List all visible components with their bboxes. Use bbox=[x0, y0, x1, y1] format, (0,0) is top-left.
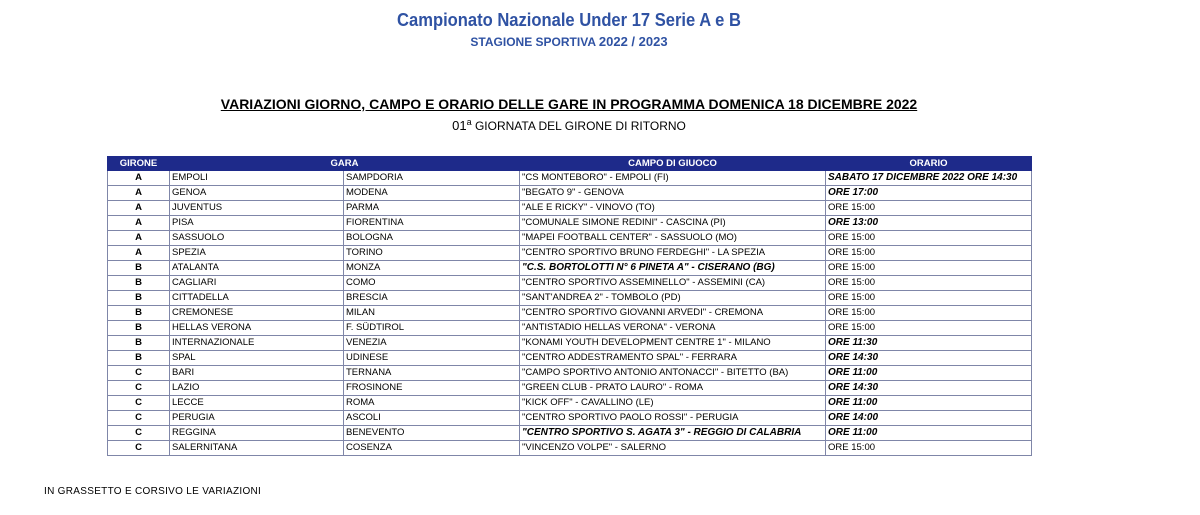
table-row bbox=[108, 306, 1032, 321]
cell-away-team: F. SÜDTIROL bbox=[344, 321, 520, 336]
cell-orario: ORE 14:30 bbox=[826, 351, 1032, 366]
cell-away-team: FROSINONE bbox=[344, 381, 520, 396]
cell-campo: "KONAMI YOUTH DEVELOPMENT CENTRE 1" - MILANO bbox=[520, 336, 826, 351]
table-row bbox=[108, 411, 1032, 426]
cell-away-team: COSENZA bbox=[344, 441, 520, 456]
cell-home-team: INTERNAZIONALE bbox=[170, 336, 344, 351]
cell-girone: B bbox=[108, 321, 170, 336]
cell-campo: "COMUNALE SIMONE REDINI" - CASCINA (PI) bbox=[520, 216, 826, 231]
cell-girone: A bbox=[108, 216, 170, 231]
table-row bbox=[108, 201, 1032, 216]
cell-orario: ORE 15:00 bbox=[826, 246, 1032, 261]
cell-home-team: PERUGIA bbox=[170, 411, 344, 426]
cell-campo: "CENTRO SPORTIVO PAOLO ROSSI" - PERUGIA bbox=[520, 411, 826, 426]
cell-orario: ORE 11:00 bbox=[826, 396, 1032, 411]
table-row bbox=[108, 261, 1032, 276]
table-row bbox=[108, 396, 1032, 411]
cell-home-team: GENOA bbox=[170, 186, 344, 201]
cell-campo: "CENTRO SPORTIVO BRUNO FERDEGHI" - LA SPEZIA bbox=[520, 246, 826, 261]
cell-away-team: MILAN bbox=[344, 306, 520, 321]
table-row bbox=[108, 426, 1032, 441]
cell-girone: B bbox=[108, 276, 170, 291]
table-row bbox=[108, 336, 1032, 351]
cell-girone: C bbox=[108, 396, 170, 411]
cell-away-team: SAMPDORIA bbox=[344, 171, 520, 186]
page-title: Campionato Nazionale Under 17 Serie A e B bbox=[397, 10, 741, 30]
cell-orario: ORE 15:00 bbox=[826, 201, 1032, 216]
cell-campo: "CENTRO SPORTIVO S. AGATA 3" - REGGIO DI CALABRIA bbox=[520, 426, 826, 441]
cell-away-team: PARMA bbox=[344, 201, 520, 216]
cell-girone: A bbox=[108, 201, 170, 216]
cell-away-team: COMO bbox=[344, 276, 520, 291]
cell-campo: "ANTISTADIO HELLAS VERONA" - VERONA bbox=[520, 321, 826, 336]
cell-home-team: LAZIO bbox=[170, 381, 344, 396]
col-header-gara: GARA bbox=[170, 157, 520, 171]
cell-campo: "C.S. BORTOLOTTI N° 6 PINETA A" - CISERANO (BG) bbox=[520, 261, 826, 276]
table-row bbox=[108, 231, 1032, 246]
cell-home-team: BARI bbox=[170, 366, 344, 381]
cell-campo: "BEGATO 9" - GENOVA bbox=[520, 186, 826, 201]
cell-away-team: MONZA bbox=[344, 261, 520, 276]
cell-campo: "CS MONTEBORO" - EMPOLI (FI) bbox=[520, 171, 826, 186]
cell-girone: C bbox=[108, 381, 170, 396]
table-row bbox=[108, 246, 1032, 261]
cell-girone: C bbox=[108, 441, 170, 456]
cell-girone: C bbox=[108, 426, 170, 441]
cell-orario: ORE 11:00 bbox=[826, 426, 1032, 441]
cell-home-team: CREMONESE bbox=[170, 306, 344, 321]
cell-orario: ORE 14:30 bbox=[826, 381, 1032, 396]
cell-girone: C bbox=[108, 411, 170, 426]
cell-girone: B bbox=[108, 306, 170, 321]
cell-away-team: TORINO bbox=[344, 246, 520, 261]
season-label: STAGIONE SPORTIVA bbox=[470, 35, 596, 49]
cell-campo: "SANT'ANDREA 2" - TOMBOLO (PD) bbox=[520, 291, 826, 306]
cell-campo: "CENTRO ADDESTRAMENTO SPAL" - FERRARA bbox=[520, 351, 826, 366]
cell-orario: ORE 15:00 bbox=[826, 291, 1032, 306]
cell-home-team: SALERNITANA bbox=[170, 441, 344, 456]
round-number: 01 bbox=[452, 118, 467, 133]
cell-away-team: ROMA bbox=[344, 396, 520, 411]
cell-campo: "GREEN CLUB - PRATO LAURO" - ROMA bbox=[520, 381, 826, 396]
cell-home-team: SPEZIA bbox=[170, 246, 344, 261]
round-label bbox=[0, 117, 1138, 133]
cell-away-team: BOLOGNA bbox=[344, 231, 520, 246]
cell-girone: A bbox=[108, 186, 170, 201]
cell-orario: ORE 15:00 bbox=[826, 441, 1032, 456]
table-row bbox=[108, 366, 1032, 381]
cell-orario: SABATO 17 DICEMBRE 2022 ORE 14:30 bbox=[826, 171, 1032, 186]
table-header-row bbox=[108, 157, 1032, 171]
cell-campo: "CAMPO SPORTIVO ANTONIO ANTONACCI" - BITETTO (BA) bbox=[520, 366, 826, 381]
cell-away-team: BENEVENTO bbox=[344, 426, 520, 441]
cell-orario: ORE 15:00 bbox=[826, 261, 1032, 276]
cell-home-team: SASSUOLO bbox=[170, 231, 344, 246]
cell-girone: A bbox=[108, 231, 170, 246]
cell-orario: ORE 13:00 bbox=[826, 216, 1032, 231]
col-header-girone: GIRONE bbox=[108, 157, 170, 171]
cell-girone: B bbox=[108, 336, 170, 351]
variations-heading: VARIAZIONI GIORNO, CAMPO E ORARIO DELLE GARE IN PROGRAMMA DOMENICA 18 DICEMBRE 2022 bbox=[220, 96, 918, 112]
col-header-campo: CAMPO DI GIUOCO bbox=[520, 157, 826, 171]
cell-girone: B bbox=[108, 261, 170, 276]
cell-girone: A bbox=[108, 171, 170, 186]
cell-away-team: BRESCIA bbox=[344, 291, 520, 306]
cell-orario: ORE 11:00 bbox=[826, 366, 1032, 381]
cell-away-team: TERNANA bbox=[344, 366, 520, 381]
cell-orario: ORE 14:00 bbox=[826, 411, 1032, 426]
cell-orario: ORE 15:00 bbox=[826, 321, 1032, 336]
cell-girone: A bbox=[108, 246, 170, 261]
table-row bbox=[108, 321, 1032, 336]
table-row bbox=[108, 216, 1032, 231]
cell-orario: ORE 11:30 bbox=[826, 336, 1032, 351]
cell-orario: ORE 15:00 bbox=[826, 276, 1032, 291]
cell-away-team: ASCOLI bbox=[344, 411, 520, 426]
season-subtitle bbox=[0, 34, 1138, 49]
cell-campo: "MAPEI FOOTBALL CENTER" - SASSUOLO (MO) bbox=[520, 231, 826, 246]
table-row bbox=[108, 276, 1032, 291]
cell-away-team: MODENA bbox=[344, 186, 520, 201]
footnote: IN GRASSETTO E CORSIVO LE VARIAZIONI bbox=[44, 486, 262, 497]
cell-home-team: CITTADELLA bbox=[170, 291, 344, 306]
round-text: GIORNATA DEL GIRONE DI RITORNO bbox=[474, 119, 686, 133]
cell-home-team: ATALANTA bbox=[170, 261, 344, 276]
cell-away-team: UDINESE bbox=[344, 351, 520, 366]
table-body bbox=[108, 171, 1032, 456]
cell-girone: B bbox=[108, 351, 170, 366]
cell-girone: B bbox=[108, 291, 170, 306]
table-row bbox=[108, 186, 1032, 201]
cell-home-team: EMPOLI bbox=[170, 171, 344, 186]
cell-orario: ORE 17:00 bbox=[826, 186, 1032, 201]
cell-campo: "ALE E RICKY" - VINOVO (TO) bbox=[520, 201, 826, 216]
col-header-orario: ORARIO bbox=[826, 157, 1032, 171]
cell-orario: ORE 15:00 bbox=[826, 306, 1032, 321]
cell-girone: C bbox=[108, 366, 170, 381]
cell-home-team: JUVENTUS bbox=[170, 201, 344, 216]
matches-table bbox=[107, 156, 1032, 456]
table-row bbox=[108, 171, 1032, 186]
cell-home-team: CAGLIARI bbox=[170, 276, 344, 291]
cell-home-team: PISA bbox=[170, 216, 344, 231]
cell-campo: "CENTRO SPORTIVO ASSEMINELLO" - ASSEMINI (CA) bbox=[520, 276, 826, 291]
round-ordinal: a bbox=[466, 117, 472, 127]
table-row bbox=[108, 291, 1032, 306]
cell-campo: "CENTRO SPORTIVO GIOVANNI ARVEDI" - CREMONA bbox=[520, 306, 826, 321]
season-year: 2022 / 2023 bbox=[598, 34, 668, 49]
cell-home-team: LECCE bbox=[170, 396, 344, 411]
table-row bbox=[108, 351, 1032, 366]
cell-home-team: HELLAS VERONA bbox=[170, 321, 344, 336]
cell-home-team: REGGINA bbox=[170, 426, 344, 441]
cell-campo: "VINCENZO VOLPE" - SALERNO bbox=[520, 441, 826, 456]
cell-campo: "KICK OFF" - CAVALLINO (LE) bbox=[520, 396, 826, 411]
cell-away-team: VENEZIA bbox=[344, 336, 520, 351]
cell-orario: ORE 15:00 bbox=[826, 231, 1032, 246]
cell-away-team: FIORENTINA bbox=[344, 216, 520, 231]
table-row bbox=[108, 441, 1032, 456]
cell-home-team: SPAL bbox=[170, 351, 344, 366]
table-row bbox=[108, 381, 1032, 396]
